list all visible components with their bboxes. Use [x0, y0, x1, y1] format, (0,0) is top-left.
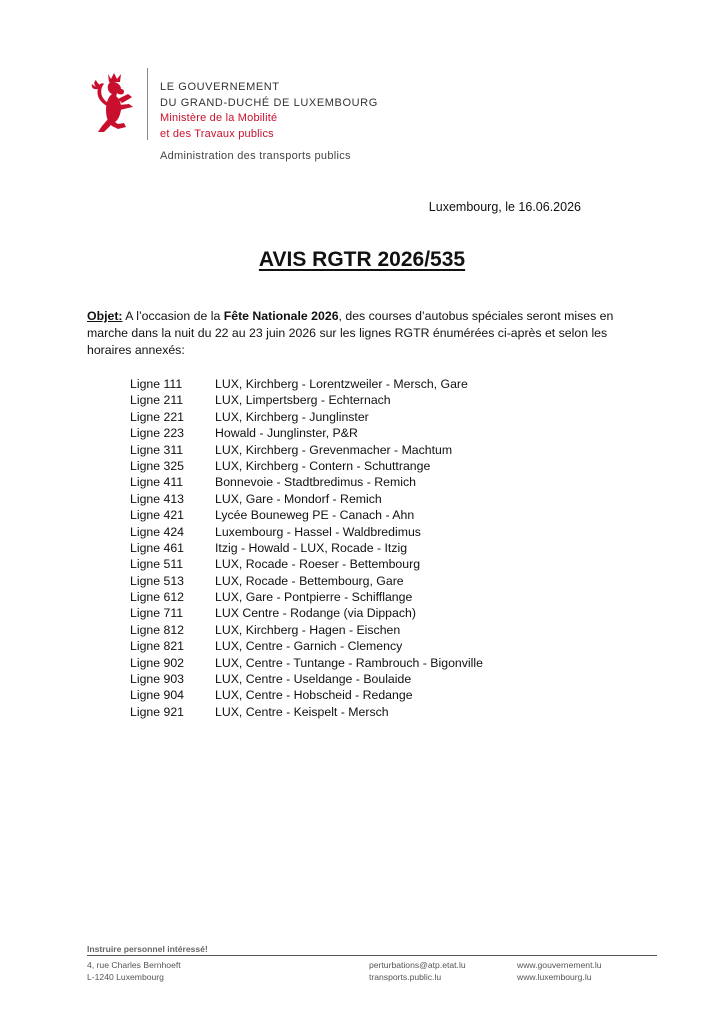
list-item — [130, 556, 483, 572]
line-number: Ligne 612 — [130, 590, 185, 605]
list-item — [130, 474, 483, 490]
line-number: Ligne 902 — [130, 655, 185, 670]
list-item — [130, 458, 483, 474]
ministry-line-2: et des Travaux publics — [160, 127, 274, 140]
line-route: LUX, Rocade - Bettembourg, Gare — [215, 573, 404, 588]
line-number: Ligne 221 — [130, 409, 185, 424]
list-item — [130, 671, 483, 687]
line-number: Ligne 511 — [130, 557, 184, 572]
line-number: Ligne 821 — [130, 639, 185, 654]
line-number: Ligne 711 — [130, 606, 184, 621]
list-item — [130, 704, 483, 720]
list-item — [130, 605, 483, 621]
title-text: AVIS RGTR 2026/535 — [258, 248, 466, 271]
line-route: LUX, Kirchberg - Hagen - Eischen — [215, 622, 401, 637]
footer-address-1: 4, rue Charles Bernhoeft — [87, 960, 181, 970]
line-route: LUX, Centre - Keispelt - Mersch — [215, 704, 389, 719]
line-number: Ligne 111 — [130, 377, 183, 391]
document-date: Luxembourg, le 16.06.2026 — [428, 200, 581, 214]
bus-line-list — [130, 376, 483, 720]
header-divider — [147, 68, 148, 140]
line-route: LUX, Kirchberg - Contern - Schuttrange — [215, 458, 431, 473]
list-item — [130, 409, 483, 425]
line-route: LUX, Centre - Garnich - Clemency — [215, 639, 403, 654]
list-item — [130, 573, 483, 589]
line-number: Ligne 903 — [130, 672, 185, 687]
red-lion-icon — [88, 72, 138, 134]
line-route: LUX, Limpertsberg - Echternach — [215, 393, 391, 408]
list-item — [130, 540, 483, 556]
line-route: LUX, Centre - Tuntange - Rambrouch - Bigonville — [215, 655, 483, 670]
footer-address-2: L-1240 Luxembourg — [87, 972, 164, 982]
objet-bold: Fête Nationale 2026 — [223, 309, 339, 323]
list-item — [130, 491, 483, 507]
page-footer — [87, 944, 657, 983]
list-item — [130, 392, 483, 408]
footer-site[interactable]: transports.public.lu — [369, 972, 442, 982]
line-number: Ligne 223 — [130, 426, 185, 441]
gov-line-2: DU GRAND-DUCHÉ DE LUXEMBOURG — [160, 96, 378, 109]
line-route: LUX, Rocade - Roeser - Bettembourg — [215, 557, 421, 572]
line-route: LUX, Gare - Pontpierre - Schifflange — [215, 590, 413, 605]
government-header — [160, 80, 378, 142]
objet-text-1: A l’occasion de la — [122, 309, 224, 323]
line-route: LUX, Kirchberg - Junglinster — [215, 409, 369, 424]
line-number: Ligne 411 — [130, 475, 184, 490]
line-route: LUX, Gare - Mondorf - Remich — [215, 491, 382, 506]
list-item — [130, 524, 483, 540]
line-route: Itzig - Howald - LUX, Rocade - Itzig — [215, 540, 408, 555]
line-route: Howald - Junglinster, P&R — [215, 426, 358, 441]
line-route: LUX, Kirchberg - Lorentzweiler - Mersch, Gare — [215, 377, 468, 391]
list-item — [130, 655, 483, 671]
list-item — [130, 507, 483, 523]
line-route: LUX, Kirchberg - Grevenmacher - Machtum — [215, 442, 453, 457]
line-number: Ligne 461 — [130, 540, 185, 555]
footer-web-1[interactable]: www.gouvernement.lu — [517, 960, 602, 970]
line-route: Bonnevoie - Stadtbredimus - Remich — [215, 475, 416, 490]
line-route: LUX Centre - Rodange (via Dippach) — [215, 606, 416, 621]
administration-name: Administration des transports publics — [160, 150, 351, 162]
line-route: Lycée Bouneweg PE - Canach - Ahn — [215, 508, 415, 523]
line-number: Ligne 413 — [130, 491, 185, 506]
line-number: Ligne 904 — [130, 688, 185, 703]
footer-instruction: Instruire personnel intéressé! — [87, 944, 208, 954]
line-route: Luxembourg - Hassel - Waldbredimus — [215, 524, 421, 539]
line-number: Ligne 211 — [130, 393, 184, 408]
list-item — [130, 376, 483, 392]
footer-web-2[interactable]: www.luxembourg.lu — [517, 972, 592, 982]
list-item — [130, 638, 483, 654]
ministry-line-1: Ministère de la Mobilité — [160, 112, 278, 124]
list-item — [130, 589, 483, 605]
list-item — [130, 622, 483, 638]
line-number: Ligne 311 — [130, 442, 184, 457]
page-title — [0, 248, 724, 272]
line-number: Ligne 921 — [130, 704, 185, 719]
line-route: LUX, Centre - Useldange - Boulaide — [215, 672, 412, 687]
list-item — [130, 687, 483, 703]
objet-label: Objet: — [87, 309, 123, 323]
line-route: LUX, Centre - Hobscheid - Redange — [215, 688, 413, 703]
line-number: Ligne 325 — [130, 458, 185, 473]
line-number: Ligne 812 — [130, 622, 185, 637]
line-number: Ligne 513 — [130, 573, 185, 588]
list-item — [130, 425, 483, 441]
list-item — [130, 442, 483, 458]
objet-paragraph — [87, 308, 652, 359]
line-number: Ligne 421 — [130, 508, 185, 523]
gov-line-1: LE GOUVERNEMENT — [160, 81, 280, 93]
footer-email[interactable]: perturbations@atp.etat.lu — [369, 960, 466, 970]
objet-text-2: , des courses d’autobus spéciales seront mises en marche dans la nuit du 22 au 23 juin 2026 sur les lignes RGTR énumérées ci-après et selon les horaires annexés: — [87, 309, 614, 357]
footer-divider — [87, 955, 657, 956]
line-number: Ligne 424 — [130, 524, 185, 539]
